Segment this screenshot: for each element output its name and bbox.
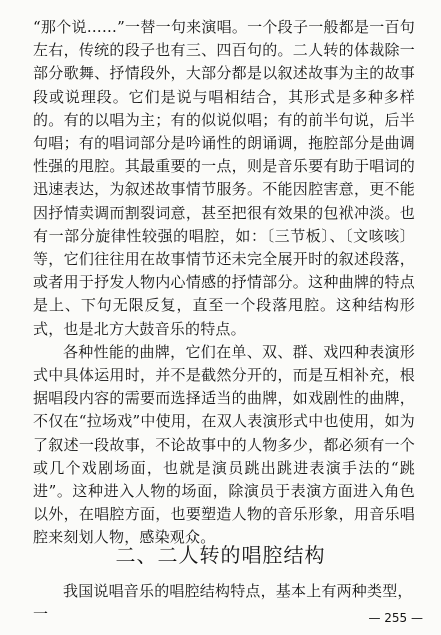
paragraph-1: “那个说……”一替一句来演唱。一个段子一般都是一百句左右，传统的段子也有三、四百句的。二人转的体裁除一部分歌舞、抒情段外，大部分都是以叙述故事为主的故事段或说理段。它们是说与唱相结合，其形式是多种多样的。有的以唱为主；有的似说似唱；有的前半句说，后半句唱；有的唱词部分是吟诵性的朗诵调，拖腔部分是曲调性强的甩腔。其最重要的一点，则是音乐要有助于唱词的迅速表达，为叙述故事情节服务。不能因腔害意，更不能因抒情卖调而割裂词意，甚至把很有效果的包袱冲淡。也有一部分旋律性较强的唱腔，如：〔三节板〕、〔文咳咳〕等，它们往往用在故事情节还未完全展开时的叙述段落，或者用于抒发人物内心情感的抒情部分。这种曲牌的特点是上、下句无限反复，直至一个段落甩腔。这种结构形式，也是北方大鼓音乐的特点。 — [33, 18, 415, 338]
paragraph-2: 各种性能的曲牌，它们在单、双、群、戏四种表演形式中具体运用时，并不是截然分开的，而是互相补充，根据唱段内容的需要而选择适当的曲牌，如戏剧性的曲牌，不仅在“拉场戏”中使用，在双人表演形式中也使用，如为了叙述一段故事，不论故事中的人物多少，都必须有一个或几个戏剧场面，也就是演员跳出跳进表演手法的“跳进”。这种进入人物的场面，除演员于表演方面进入角色以外，在唱腔方面，也要塑造人物的音乐形象，用音乐唱腔来刻划人物，感染观众。 — [33, 342, 415, 547]
page-number: — 255 — — [368, 611, 423, 625]
section-title: 二、二人转的唱腔结构 — [115, 543, 326, 567]
body-text — [33, 16, 415, 550]
final-line: 我国说唱音乐的唱腔结构特点，基本上有两种类型，一 — [33, 582, 413, 623]
